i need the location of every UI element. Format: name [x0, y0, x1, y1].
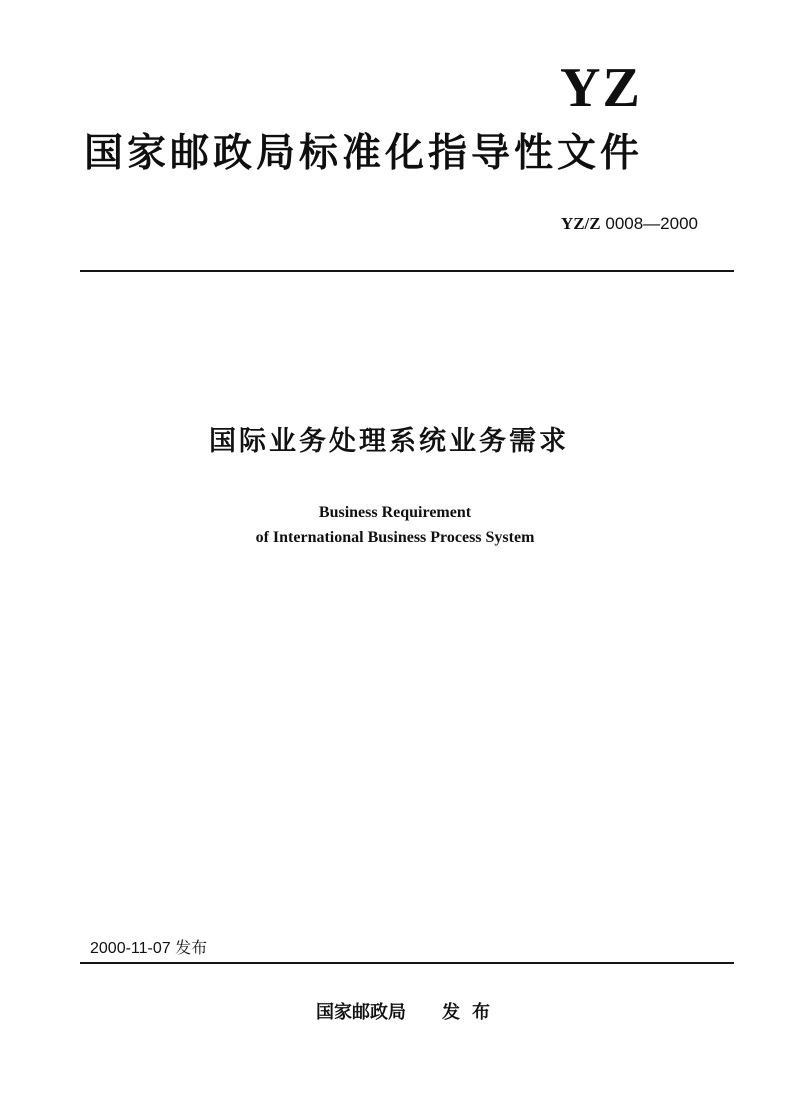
publisher-action: 发布 [442, 1002, 502, 1023]
release-date: 2000-11-07 发布 [90, 940, 208, 957]
bottom-divider [80, 962, 734, 964]
publisher-line [316, 1000, 502, 1026]
publisher-name: 国家邮政局 [316, 1002, 406, 1023]
english-title-line-1: Business Requirement [318, 504, 472, 521]
document-title-english [0, 500, 790, 550]
standard-number-value: 0008—2000 [605, 214, 698, 233]
standard-code-mark: YZ [560, 57, 642, 119]
standard-number [561, 213, 698, 235]
top-divider [80, 270, 734, 272]
document-title-chinese: 国际业务处理系统业务需求 [209, 426, 569, 457]
standard-prefix: YZ/Z [560, 214, 601, 233]
english-title-line-2: of International Business Process System [255, 529, 535, 546]
issuer-title: 国家邮政局标准化指导性文件 [84, 131, 644, 176]
